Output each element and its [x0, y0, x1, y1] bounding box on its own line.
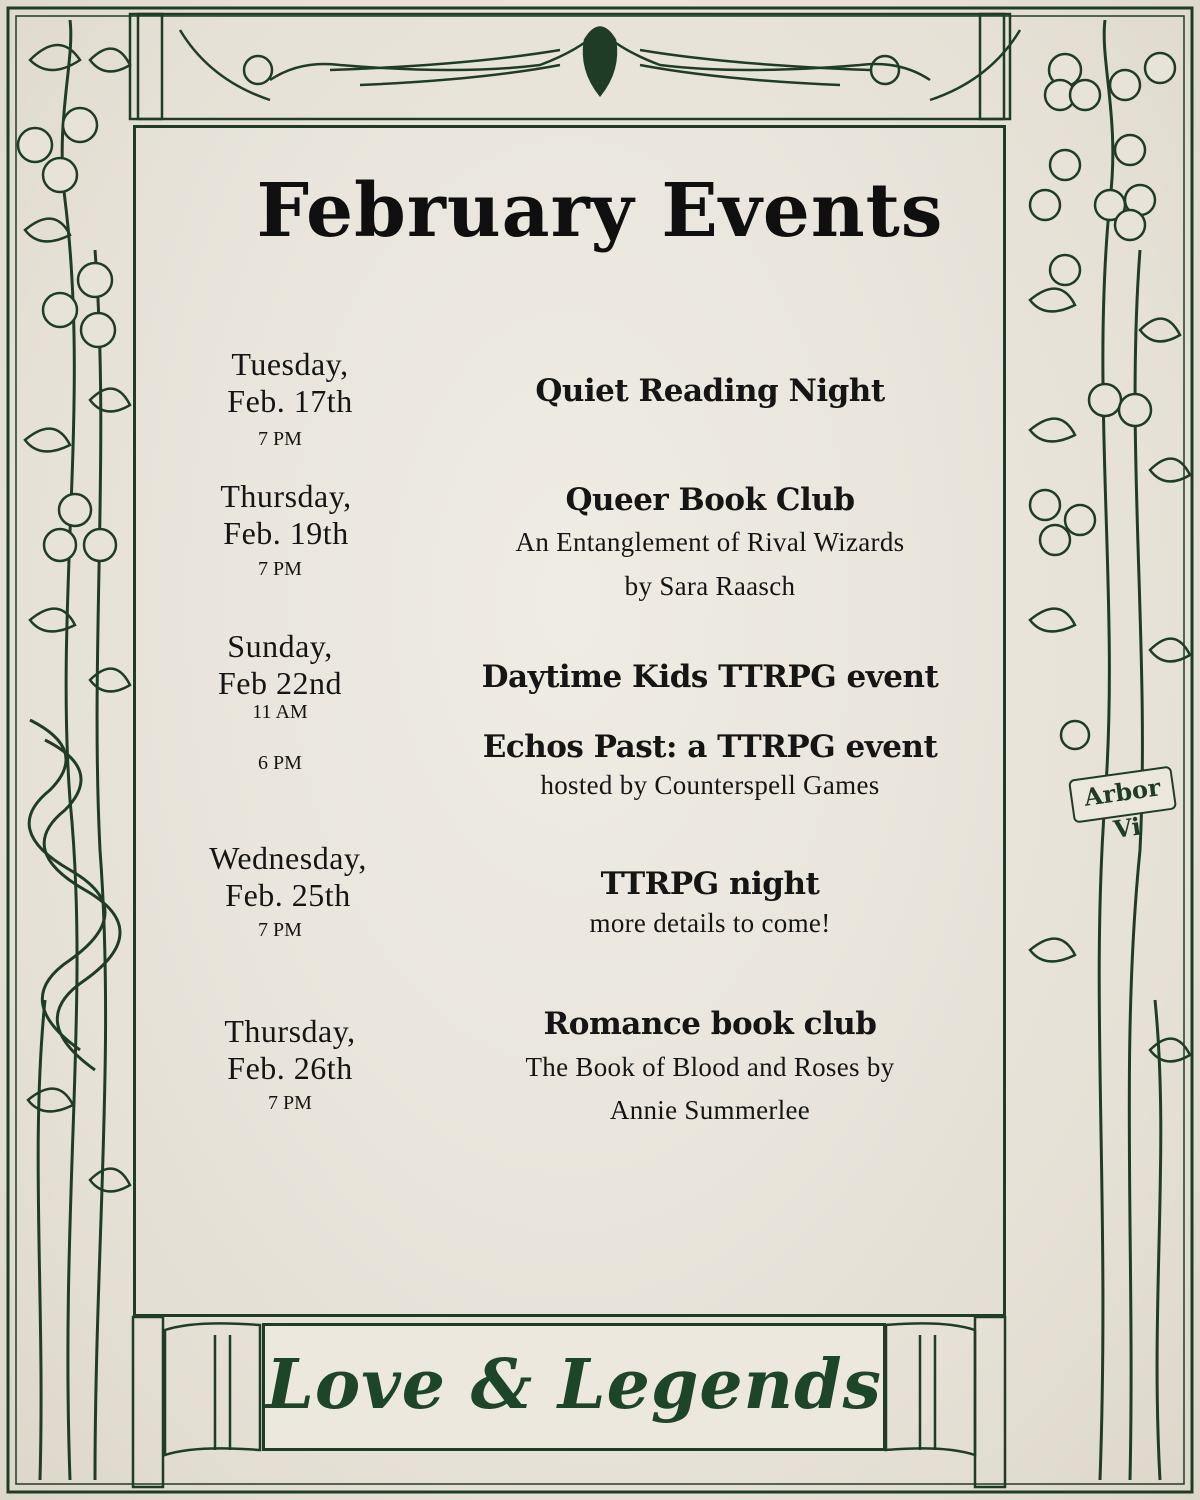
event-5-time: 7 PM [268, 1092, 312, 1114]
event-2-detail-1: An Entanglement of Rival Wizards [515, 527, 905, 557]
event-4-detail: more details to come! [589, 908, 831, 938]
event-3-second-detail: hosted by Counterspell Games [540, 770, 880, 800]
event-3-second-name: Echos Past: a TTRPG event [482, 729, 938, 765]
event-4-day: Wednesday, [209, 840, 367, 876]
event-4-date [178, 840, 398, 914]
event-5-detail-1: The Book of Blood and Roses by [525, 1052, 895, 1082]
event-4-name: TTRPG night [600, 866, 820, 902]
event-1-name: Quiet Reading Night [535, 373, 885, 409]
event-5-detail-2: Annie Summerlee [609, 1095, 811, 1125]
event-5-name: Romance book club [543, 1006, 877, 1042]
event-3-date [180, 628, 380, 702]
event-2-name: Queer Book Club [565, 482, 855, 518]
event-1-day: Tuesday, [231, 346, 349, 382]
event-2-date [186, 478, 386, 552]
event-3-time: 11 AM [252, 701, 308, 723]
eagle-frieze-icon [130, 14, 1020, 119]
border-scroll-label: Arbor Vi [1068, 766, 1177, 824]
event-5-day: Thursday, [224, 1013, 356, 1049]
brand-name: Love & Legends [266, 1345, 882, 1425]
event-5-date-text: Feb. 26th [227, 1050, 353, 1086]
event-1-time: 7 PM [258, 428, 302, 450]
event-3-date-text: Feb 22nd [218, 665, 342, 701]
event-4-time: 7 PM [258, 919, 302, 941]
event-1-date [190, 346, 390, 420]
event-3-second-time: 6 PM [258, 752, 302, 774]
event-4-date-text: Feb. 25th [225, 877, 351, 913]
event-3-name: Daytime Kids TTRPG event [481, 659, 939, 695]
event-3-day: Sunday, [227, 628, 333, 664]
page-title: February Events [256, 168, 944, 254]
event-1-date-text: Feb. 17th [227, 383, 353, 419]
event-5-date [190, 1013, 390, 1087]
event-2-detail-2: by Sara Raasch [624, 571, 796, 601]
event-2-day: Thursday, [220, 478, 352, 514]
event-2-time: 7 PM [258, 558, 302, 580]
event-2-date-text: Feb. 19th [223, 515, 349, 551]
